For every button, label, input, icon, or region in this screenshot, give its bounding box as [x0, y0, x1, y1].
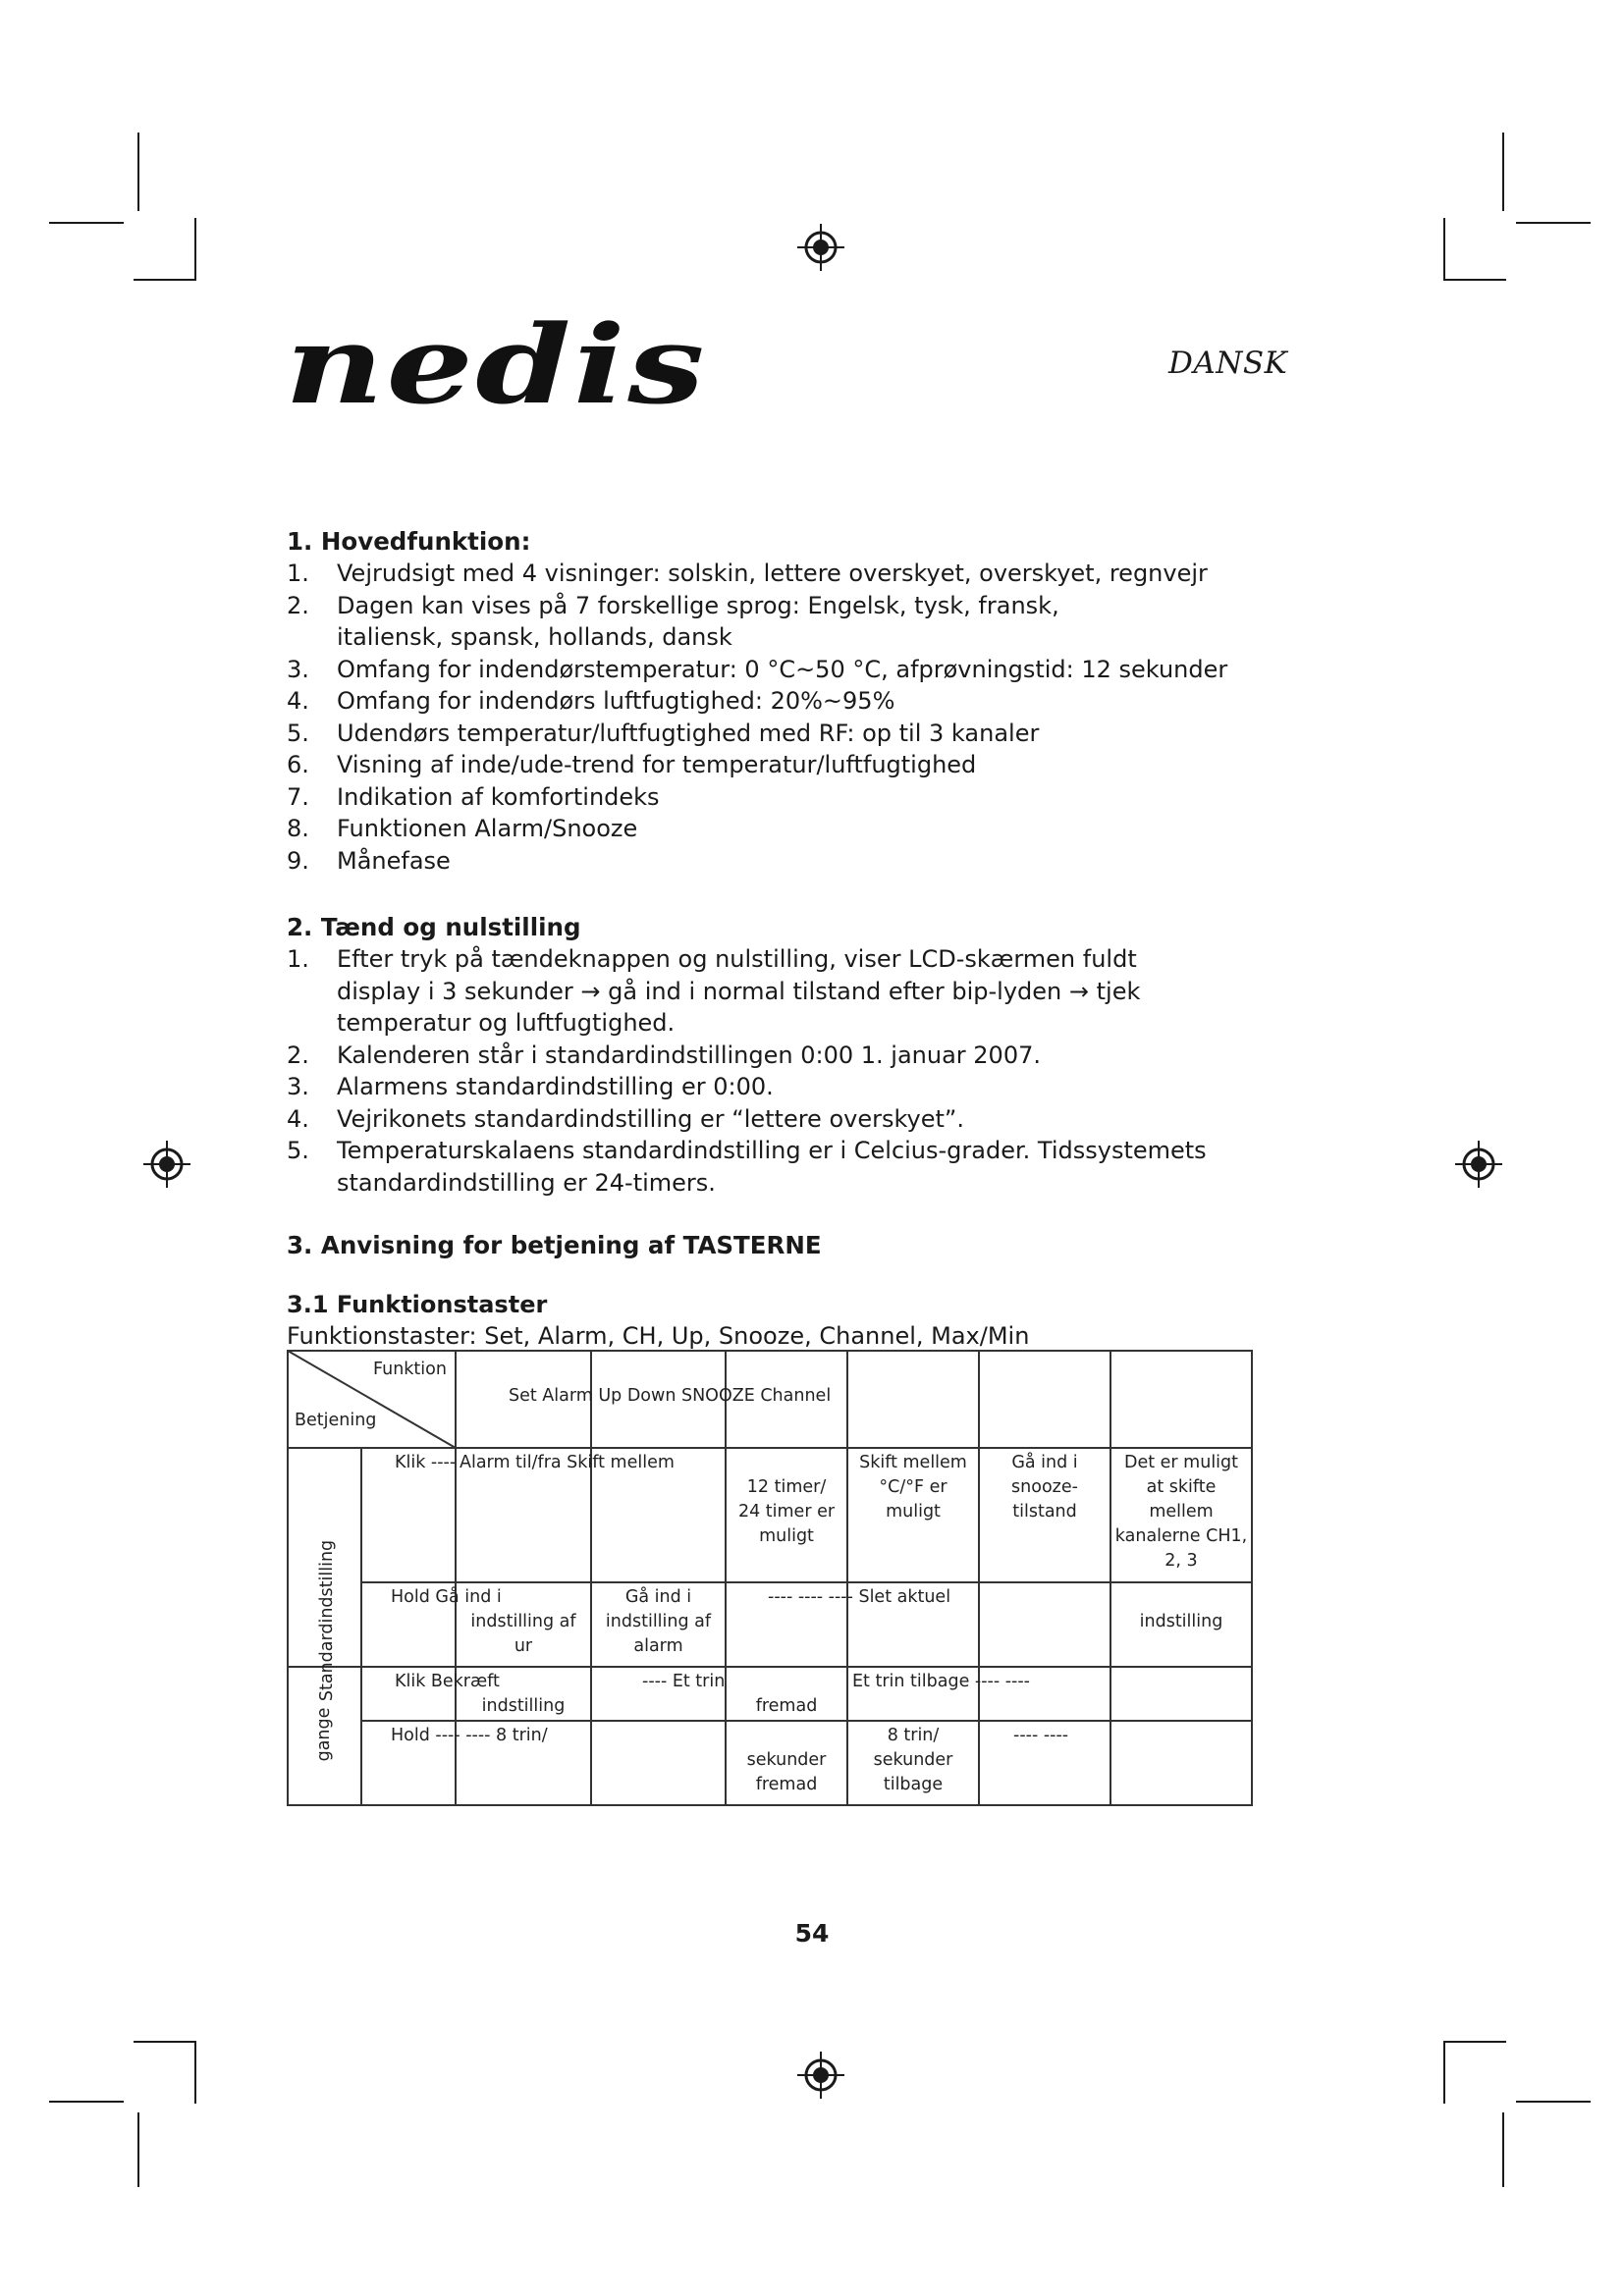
- table-corner-top: Funktion: [373, 1360, 447, 1379]
- crop-mark: [194, 218, 196, 281]
- table-cell: Gå ind i snooze- tilstand: [1011, 1453, 1078, 1522]
- table-cell: 8 trin/ sekunder tilbage: [873, 1726, 953, 1794]
- page-number: 54: [794, 1919, 830, 1948]
- table-cell: Alarm til/fra Skift mellem: [460, 1453, 675, 1472]
- list-item: 4. Vejrikonets standardindstilling er “lettere overskyet”.: [287, 1104, 964, 1133]
- crop-mark: [134, 279, 196, 281]
- table-cell: ---- ---- ---- Slet aktuel: [768, 1587, 951, 1607]
- list-item: 2. Kalenderen står i standardindstillingen 0:00 1. januar 2007.: [287, 1041, 1041, 1069]
- table-cell: indstilling: [481, 1696, 566, 1716]
- crop-mark: [1443, 218, 1445, 281]
- registration-target-icon: [141, 1139, 192, 1190]
- table-cell: Et trin tilbage ---- ----: [852, 1672, 1030, 1691]
- list-item: 1. Efter tryk på tændeknappen og nulstilling, viser LCD-skærmen fuldt display i 3 sekunder → gå ind i normal tilstand efter bip-lyden → tjek temperatur og luftfugtighed.: [287, 945, 1141, 1037]
- crop-mark: [1516, 2101, 1591, 2103]
- nedis-logo-text: nedis: [285, 312, 707, 422]
- registration-target-icon: [795, 222, 846, 273]
- crop-mark: [49, 222, 124, 224]
- table-header-row: Set Alarm Up Down SNOOZE Channel: [509, 1386, 832, 1406]
- crop-mark: [137, 133, 139, 211]
- table-cell-op: Klik Bekræft: [395, 1672, 500, 1691]
- language-label: DANSK: [1168, 346, 1288, 381]
- subsection-title-funktionstaster: 3.1 Funktionstaster: [287, 1291, 548, 1318]
- table-cell: ---- Et trin: [642, 1672, 726, 1691]
- table-cell: fremad: [755, 1696, 818, 1716]
- section-title-hovedfunktion: 1. Hovedfunktion:: [287, 527, 531, 556]
- table-cell: 12 timer/ 24 timer er muligt: [737, 1477, 836, 1546]
- registration-target-icon: [1453, 1139, 1504, 1190]
- crop-mark: [49, 2101, 124, 2103]
- crop-mark: [1443, 2041, 1445, 2104]
- keys-line: Funktionstaster: Set, Alarm, CH, Up, Snooze, Channel, Max/Min: [287, 1322, 1030, 1350]
- row-group-standardindstilling: Standardindstilling: [317, 1539, 337, 1702]
- function-table: [287, 1350, 1253, 1806]
- list-item: 3. Omfang for indendørstemperatur: 0 °C~50 °C, afprøvningstid: 12 sekunder: [287, 655, 1228, 683]
- row-group-gange: gange: [314, 1707, 334, 1762]
- table-cell-op: Hold ---- ---- 8 trin/: [391, 1726, 548, 1745]
- crop-mark: [194, 2041, 196, 2104]
- feature-list: [287, 558, 1278, 877]
- table-cell: indstilling: [1139, 1612, 1223, 1631]
- table-cell: Gå ind i indstilling af alarm: [605, 1587, 712, 1656]
- table-corner-bottom: Betjening: [295, 1411, 377, 1430]
- crop-mark: [134, 2041, 196, 2043]
- list-item: 1. Vejrudsigt med 4 visninger: solskin, lettere overskyet, overskyet, regnvejr: [287, 560, 1208, 587]
- list-item: 4. Omfang for indendørs luftfugtighed: 20%~95%: [287, 687, 895, 715]
- list-item: 5. Udendørs temperatur/luftfugtighed med RF: op til 3 kanaler: [287, 719, 1040, 747]
- crop-mark: [1502, 2112, 1504, 2187]
- section-title-taend: 2. Tænd og nulstilling: [287, 913, 581, 941]
- table-cell: Det er muligt at skifte mellem kanalerne CH1, 2, 3: [1114, 1453, 1248, 1571]
- section-title-anvisning: 3. Anvisning for betjening af TASTERNE: [287, 1231, 822, 1259]
- crop-mark: [1502, 133, 1504, 211]
- table-cell: Skift mellem °C/°F er muligt: [859, 1453, 967, 1522]
- table-cell: sekunder fremad: [746, 1750, 827, 1794]
- startup-list: [287, 943, 1278, 1199]
- nedis-logo: [283, 312, 715, 422]
- crop-mark: [1443, 279, 1506, 281]
- list-item: 3. Alarmens standardindstilling er 0:00.: [287, 1073, 774, 1100]
- table-cell: ---- ----: [1013, 1726, 1069, 1745]
- list-item: 7. Indikation af komfortindeks: [287, 782, 660, 811]
- list-item: 8. Funktionen Alarm/Snooze: [287, 815, 638, 842]
- document-body: [287, 526, 1278, 1365]
- table-cell: indstilling af ur: [470, 1612, 576, 1656]
- list-item: 9. Månefase: [287, 846, 451, 875]
- table-cell-op: Klik ----: [395, 1453, 457, 1472]
- crop-mark: [1516, 222, 1591, 224]
- list-item: 2. Dagen kan vises på 7 forskellige sprog: Engelsk, tysk, fransk, italiensk, spansk, hollands, dansk: [287, 591, 1059, 651]
- registration-target-icon: [795, 2050, 846, 2101]
- list-item: 6. Visning af inde/ude-trend for temperatur/luftfugtighed: [287, 751, 977, 778]
- crop-mark: [1443, 2041, 1506, 2043]
- crop-mark: [137, 2112, 139, 2187]
- table-cell-op: Hold Gå ind i: [391, 1587, 502, 1607]
- list-item: 5. Temperaturskalaens standardindstilling er i Celcius-grader. Tidssystemets standardindstilling er 24-timers.: [287, 1137, 1207, 1197]
